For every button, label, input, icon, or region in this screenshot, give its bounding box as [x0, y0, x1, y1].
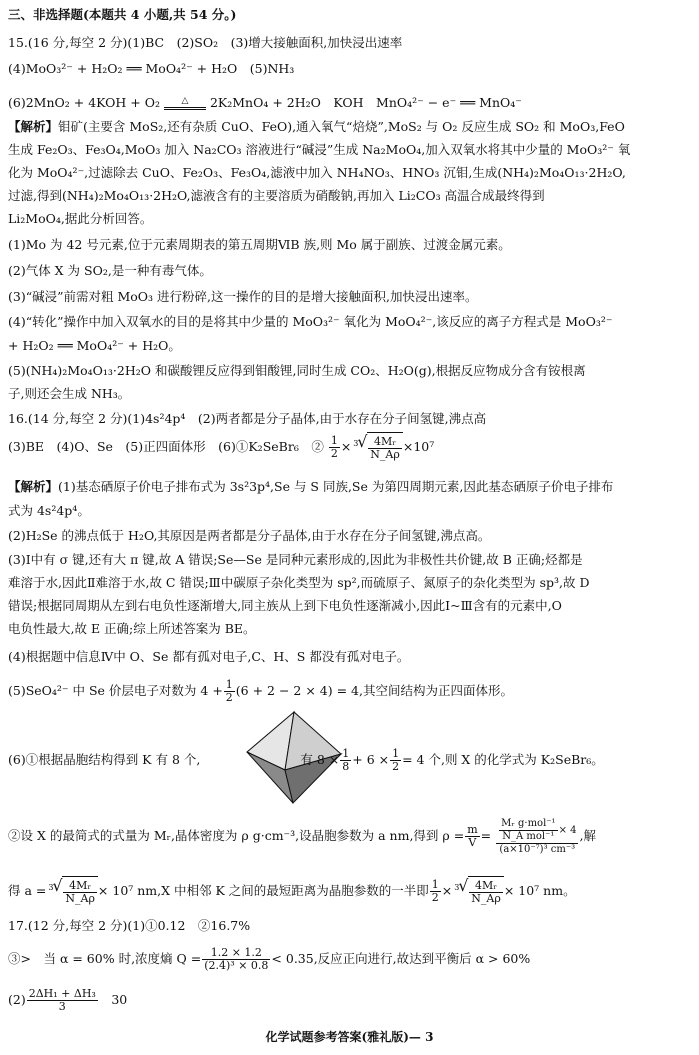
q15-answer-line3 — [8, 94, 691, 112]
q17-answer-line1: 17.(12 分,每空 2 分)(1)①0.12 ②16.7% — [8, 918, 251, 933]
q16-part6-line: (6)①根据晶胞结构得到 K 有 8 个, 有 8 × $\frac{1}{8}$ + 6 × $\frac{1}{2}$ = 4 个,则 X 的化学式为 K₂SeBr₆。 — [8, 747, 604, 773]
q16-part3-line4: 电负性最大,故 E 正确;综上所述答案为 BE。 — [8, 621, 256, 636]
q16-part2: (2)H₂Se 的沸点低于 H₂O,其原因是两者都是分子晶体,由于水存在分子间氢键,沸点高。 — [8, 528, 491, 543]
q15-eq-right: 2K₂MnO₄ + 2H₂O KOH MnO₄²⁻ − e⁻ ══ MnO₄⁻ — [209, 95, 522, 110]
q16-analysis-line1 — [8, 478, 691, 496]
q15-analysis-line3: 化为 MoO₄²⁻,过滤除去 CuO、Fe₂O₃、Fe₃O₄,滤液中加入 NH₄NO₃、HNO₃ 沉钼,生成(NH₄)₂Mo₄O₁₃·2H₂O, — [8, 165, 626, 180]
q-fraction: $\frac{1.2 \times 1.2}{\text{(2.4)³ × 0.8}}$ — [204, 946, 269, 972]
q16-analysis-text: (1)基态硒原子价电子排布式为 3s²3p⁴,Se 与 S 同族,Se 为第四周期元素,因此基态硒原子价电子排布 — [58, 479, 614, 494]
q16-part6-density: ②设 X 的最简式的式量为 Mᵣ,晶体密度为 ρ g·cm⁻³,设晶胞参数为 a nm,得到 ρ = $\frac{m}{V}$ = $\frac{\text{Mᵣ g·mol⁻¹}}{\text{N\_A mol⁻¹}}$ × 4 (a×10⁻⁷)³ cm⁻³ ,解 — [8, 817, 596, 855]
page-footer: 化学试题参考答案(雅礼版)— 3 — [265, 1030, 434, 1044]
power-tail: ×10⁷ — [402, 439, 435, 454]
heat-arrow — [164, 97, 206, 110]
q15-analysis-line2: 生成 Fe₂O₃、Fe₃O₄,MoO₃ 加入 Na₂CO₃ 溶液进行“碱浸”生成 Na₂MoO₄,加入双氧水将其中少量的 MoO₃²⁻ 氧 — [8, 142, 631, 157]
q15-analysis-line5: Li₂MoO₄,据此分析回答。 — [8, 211, 153, 226]
q15-answer-line1: 15.(16 分,每空 2 分)(1)BC (2)SO₂ (3)增大接触面积,加快浸出速率 — [8, 35, 403, 50]
analysis-label: 【解析】 — [8, 119, 59, 134]
q15-part4-line2: + H₂O₂ ══ MoO₄²⁻ + H₂O。 — [8, 338, 181, 353]
q15-analysis-line4: 过滤,得到(NH₄)₂Mo₄O₁₃·2H₂O,滤液含有的主要溶质为硝酸钠,再加入 Li₂CO₃ 高温合成最终得到 — [8, 188, 545, 203]
q16-part5: (5)SeO₄²⁻ 中 Se 价层电子对数为 4 + $\frac{1}{2}$ (6 + 2 − 2 × 4) = 4,其空间结构为正四面体形。 — [8, 678, 513, 704]
q15-part2: (2)气体 X 为 SO₂,是一种有毒气体。 — [8, 263, 212, 278]
q16-answers: (3)BE (4)O、Se (5)正四面体形 (6)①K₂SeBr₆ ② — [8, 439, 324, 454]
q15-part3: (3)“碱浸”前需对粗 MoO₃ 进行粉碎,这一操作的目的是增大接触面积,加快浸出速率。 — [8, 289, 478, 304]
q15-answer-line2: (4)MoO₃²⁻ + H₂O₂ ══ MoO₄²⁻ + H₂O (5)NH₃ — [8, 61, 295, 76]
q16-part4: (4)根据题中信息Ⅳ中 O、Se 都有孤对电子,C、H、S 都没有孤对电子。 — [8, 649, 410, 664]
q16-part3-line2: 难溶于水,因此Ⅱ难溶于水,故 C 错误;Ⅲ中碳原子杂化类型为 sp²,而硫原子、氮原子的杂化类型为 sp³,故 D — [8, 575, 590, 590]
q15-eq-left: (6)2MnO₂ + 4KOH + O₂ — [8, 95, 160, 110]
q16-part3-line1: (3)Ⅰ中有 σ 键,还有大 π 键,故 A 错误;Se—Se 是同种元素形成的,因此为非极性共价键,故 B 正确;烃都是 — [8, 552, 583, 567]
cube-root: 3 √ $\frac{\text{4Mᵣ}}{N\_A\rho}$ — [351, 432, 403, 463]
q16-answer-line1: 16.(14 分,每空 2 分)(1)4s²4p⁴ (2)两者都是分子晶体,由于水存在分子间氢键,沸点高 — [8, 411, 487, 426]
q15-part4-line1: (4)“转化”操作中加入双氧水的目的是将其中少量的 MoO₃²⁻ 氧化为 MoO₄²⁻,该反应的离子方程式是 MoO₃²⁻ — [8, 314, 613, 329]
q15-part5-line1: (5)(NH₄)₂Mo₄O₁₃·2H₂O 和碳酸锂反应得到钼酸锂,同时生成 CO₂、H₂O(g),根据反应物成分含有铵根离 — [8, 363, 586, 378]
q15-part5-line2: 子,则还会生成 NH₃。 — [8, 386, 131, 401]
dh-fraction: $\frac{\text{2ΔH₁ + ΔH₃}}{3}$ — [28, 987, 96, 1013]
density-fraction: $\frac{\text{Mᵣ g·mol⁻¹}}{\text{N\_A mol⁻¹}}$ × 4 (a×10⁻⁷)³ cm⁻³ — [496, 818, 578, 856]
q16-answer-line2: (3)BE (4)O、Se (5)正四面体形 (6)①K₂SeBr₆ ② $\frac{1}{2}$ × 3 √ $\frac{\text{4Mᵣ}}{N\_A\rho}$ ×10⁷ — [8, 432, 435, 461]
heat-condition: △ — [181, 96, 189, 106]
fraction-half: $\frac{1}{2}$ — [330, 434, 338, 460]
analysis-label: 【解析】 — [8, 479, 59, 494]
section-header: 三、非选择题(本题共 4 小题,共 54 分。) — [8, 7, 237, 22]
q15-analysis-line1 — [8, 118, 691, 136]
q15-analysis-text: 钼矿(主要含 MoS₂,还有杂质 CuO、FeO),通入氧气“焙烧”,MoS₂ 与 O₂ 反应生成 SO₂ 和 MoO₃,FeO — [58, 119, 625, 134]
q17-answer-line2: ③> 当 α = 60% 时,浓度熵 Q = $\frac{1.2 \times 1.2}{\text{(2.4)³ × 0.8}}$ < 0.35,反应正向进行,故达到平衡后 α > 60% — [8, 946, 531, 972]
q16-analysis-line2: 式为 4s²4p⁴。 — [8, 503, 90, 518]
q16-part3-line3: 错误;根据同周期从左到右电负性逐渐增大,同主族从上到下电负性逐渐减小,因此Ⅰ~Ⅲ含有的元素中,O — [8, 598, 562, 613]
q17-answer-line3: (2) $\frac{\text{2ΔH₁ + ΔH₃}}{3}$ 30 — [8, 987, 128, 1013]
q15-part1: (1)Mo 为 42 号元素,位于元素周期表的第五周期ⅥB 族,则 Mo 属于副族、过渡金属元素。 — [8, 237, 511, 252]
q16-part6-result: 得 a = 3 √ $\frac{\text{4Mᵣ}}{N\_A\rho}$ × 10⁷ nm,X 中相邻 K 之间的最短距离为晶胞参数的一半即 $\frac{1}{2}$ × 3 √ $\frac{\text{4Mᵣ}}{N\_A\rho}$ × 10⁷ nm。 — [8, 876, 576, 905]
